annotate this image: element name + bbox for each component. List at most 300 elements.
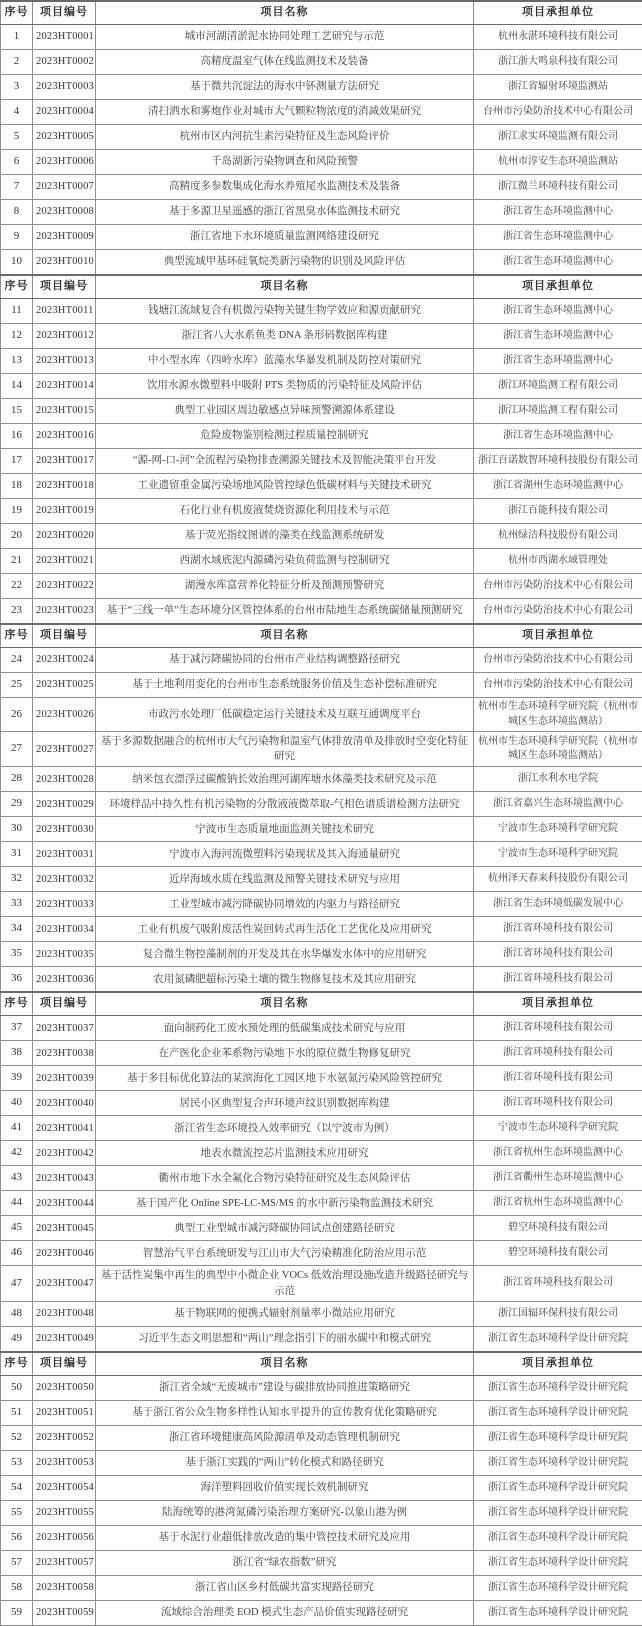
cell-seq: 42	[1, 1141, 33, 1166]
table-row	[1, 1525, 642, 1550]
cell-unit: 台州市污染防治技术中心有限公司	[474, 648, 642, 673]
table-row	[1, 1266, 642, 1301]
cell-name: 典型流域甲基环硅氧烷类新污染物的识别及风险评估	[96, 250, 474, 276]
cell-name: 基于活性炭集中再生的典型中小微企业 VOCs 低效治理设施改造升级路径研究与示范	[96, 1266, 474, 1301]
cell-code: 2023HT0015	[33, 399, 96, 424]
cell-code: 2023HT0004	[33, 100, 96, 125]
cell-code: 2023HT0025	[33, 673, 96, 698]
cell-code: 2023HT0019	[33, 499, 96, 524]
cell-name: 浙江省生态环境投入效率研究（以宁波市为例）	[96, 1116, 474, 1141]
cell-seq: 31	[1, 842, 33, 867]
cell-name: 衢州市地下水全氟化合物污染特征研究及生态风险评估	[96, 1166, 474, 1191]
table-row	[1, 698, 642, 732]
cell-unit: 浙江省环境科技有限公司	[474, 1016, 642, 1041]
cell-unit: 杭州市生态环境科学研究院（杭州市城区生态环境监测站）	[474, 732, 642, 767]
table-row	[1, 648, 642, 673]
cell-seq: 13	[1, 349, 33, 374]
column-header-unit: 项目承担单位	[474, 1, 642, 25]
table-row	[1, 1141, 642, 1166]
column-header-code: 项目编号	[33, 624, 96, 648]
table-row	[1, 967, 642, 993]
cell-code: 2023HT0030	[33, 817, 96, 842]
table-row	[1, 817, 642, 842]
table-row	[1, 349, 642, 374]
cell-name: 基于多源数据融合的杭州市大气污染物和温室气体排放清单及排放时空变化特征研究	[96, 732, 474, 767]
cell-code: 2023HT0011	[33, 299, 96, 324]
cell-unit: 浙江省生态环境科学设计研究院	[474, 1475, 642, 1500]
cell-seq: 6	[1, 150, 33, 175]
table-row	[1, 892, 642, 917]
column-header-name: 项目名称	[96, 624, 474, 648]
cell-unit: 浙江省生态环境科学设计研究院	[474, 1550, 642, 1575]
table-row	[1, 1066, 642, 1091]
cell-seq: 18	[1, 474, 33, 499]
table-row	[1, 75, 642, 100]
cell-code: 2023HT0021	[33, 549, 96, 574]
cell-code: 2023HT0008	[33, 200, 96, 225]
cell-seq: 37	[1, 1016, 33, 1041]
table-row	[1, 499, 642, 524]
cell-unit: 浙江省杭州生态环境监测中心	[474, 1191, 642, 1216]
cell-unit: 浙江省生态环境监测中心	[474, 250, 642, 276]
table-row	[1, 125, 642, 150]
cell-seq: 3	[1, 75, 33, 100]
cell-code: 2023HT0056	[33, 1525, 96, 1550]
cell-name: 纳米包衣漂浮过碳酸钠长效治理河湖库塘水体藻类技术研究及示范	[96, 767, 474, 792]
section-header-row	[1, 275, 642, 299]
cell-name: 工业型城市减污降碳协同增效的内驱力与路径研究	[96, 892, 474, 917]
cell-code: 2023HT0036	[33, 967, 96, 993]
cell-name: “源-网-口-河”全流程污染物排查溯源关键技术及智能决策平台开发	[96, 449, 474, 474]
cell-unit: 浙江省环境科技有限公司	[474, 1041, 642, 1066]
cell-code: 2023HT0017	[33, 449, 96, 474]
cell-name: 中小型水库（四岭水库）蓝藻水华暴发机制及防控对策研究	[96, 349, 474, 374]
cell-unit: 宁波市生态环境科学研究院	[474, 842, 642, 867]
cell-code: 2023HT0003	[33, 75, 96, 100]
cell-unit: 浙江省环境科技有限公司	[474, 1091, 642, 1116]
cell-code: 2023HT0043	[33, 1166, 96, 1191]
cell-unit: 浙江省嘉兴生态环境监测中心	[474, 792, 642, 817]
cell-unit: 台州市污染防治技术中心有限公司	[474, 100, 642, 125]
cell-seq: 1	[1, 25, 33, 50]
table-row	[1, 150, 642, 175]
cell-seq: 29	[1, 792, 33, 817]
cell-code: 2023HT0059	[33, 1600, 96, 1625]
table-row	[1, 1550, 642, 1575]
cell-seq: 24	[1, 648, 33, 673]
cell-seq: 56	[1, 1525, 33, 1550]
cell-name: 基于减污降碳协同的台州市产业结构调整路径研究	[96, 648, 474, 673]
table-row	[1, 200, 642, 225]
cell-unit: 宁波市生态环境科学研究院	[474, 817, 642, 842]
cell-seq: 38	[1, 1041, 33, 1066]
cell-name: 基于微共沉淀法的海水中钚测量方法研究	[96, 75, 474, 100]
cell-code: 2023HT0035	[33, 942, 96, 967]
table-row	[1, 942, 642, 967]
cell-seq: 46	[1, 1241, 33, 1266]
cell-unit: 台州市污染防治技术中心有限公司	[474, 574, 642, 599]
column-header-code: 项目编号	[33, 275, 96, 299]
table-row	[1, 1041, 642, 1066]
cell-seq: 58	[1, 1575, 33, 1600]
cell-unit: 浙江百能科技有限公司	[474, 499, 642, 524]
cell-code: 2023HT0009	[33, 225, 96, 250]
cell-unit: 浙江百诺数智环境科技股份有限公司	[474, 449, 642, 474]
cell-unit: 浙江省生态环境监测中心	[474, 424, 642, 449]
cell-name: 典型工业型城市减污降碳协同试点创建路径研究	[96, 1216, 474, 1241]
cell-seq: 8	[1, 200, 33, 225]
table-row	[1, 1400, 642, 1425]
cell-code: 2023HT0058	[33, 1575, 96, 1600]
cell-code: 2023HT0038	[33, 1041, 96, 1066]
cell-code: 2023HT0042	[33, 1141, 96, 1166]
cell-unit: 浙江省生态环境监测中心	[474, 349, 642, 374]
table-row	[1, 225, 642, 250]
cell-unit: 浙江省生态环境科学设计研究院	[474, 1600, 642, 1625]
cell-name: 杭州市区内河抗生素污染特征及生态风险评价	[96, 125, 474, 150]
cell-seq: 12	[1, 324, 33, 349]
cell-name: 环境样品中持久性有机污染物的分散液液微萃取-气相色谱质谱检测方法研究	[96, 792, 474, 817]
table-row	[1, 673, 642, 698]
table-row	[1, 842, 642, 867]
table-row	[1, 250, 642, 276]
cell-unit: 浙江省环境科技有限公司	[474, 917, 642, 942]
cell-name: 浙江省八大水系鱼类 DNA 条形码数据库构建	[96, 324, 474, 349]
cell-code: 2023HT0023	[33, 599, 96, 625]
cell-seq: 47	[1, 1266, 33, 1301]
cell-unit: 台州市污染防治技术中心有限公司	[474, 599, 642, 625]
cell-name: 宁波市入海河流微塑料污染现状及其入海通量研究	[96, 842, 474, 867]
cell-seq: 26	[1, 698, 33, 732]
cell-name: 千岛湖新污染物调查和风险预警	[96, 150, 474, 175]
cell-code: 2023HT0032	[33, 867, 96, 892]
cell-unit: 浙江省生态环境科学设计研究院	[474, 1450, 642, 1475]
table-row	[1, 599, 642, 625]
cell-unit: 浙江省生态环境科学设计研究院	[474, 1400, 642, 1425]
cell-seq: 9	[1, 225, 33, 250]
cell-unit: 浙江省衢州生态环境监测中心	[474, 1166, 642, 1191]
cell-code: 2023HT0006	[33, 150, 96, 175]
cell-code: 2023HT0033	[33, 892, 96, 917]
cell-unit: 浙江省生态环境科学设计研究院	[474, 1375, 642, 1400]
cell-name: 近岸海域水质在线监测及预警关键技术研究与应用	[96, 867, 474, 892]
cell-code: 2023HT0024	[33, 648, 96, 673]
cell-code: 2023HT0057	[33, 1550, 96, 1575]
cell-code: 2023HT0018	[33, 474, 96, 499]
cell-name: 流域综合治理类 EOD 模式生态产品价值实现路径研究	[96, 1600, 474, 1625]
cell-name: 工业有机废气吸附废活性炭回转式再生活化工艺优化及应用研究	[96, 917, 474, 942]
cell-seq: 15	[1, 399, 33, 424]
column-header-seq: 序号	[1, 624, 33, 648]
cell-seq: 17	[1, 449, 33, 474]
cell-seq: 49	[1, 1326, 33, 1352]
cell-unit: 浙江水利水电学院	[474, 767, 642, 792]
column-header-seq: 序号	[1, 992, 33, 1016]
column-header-code: 项目编号	[33, 1352, 96, 1376]
cell-seq: 53	[1, 1450, 33, 1475]
cell-seq: 32	[1, 867, 33, 892]
cell-unit: 浙江省生态环境科学设计研究院	[474, 1500, 642, 1525]
cell-seq: 22	[1, 574, 33, 599]
table-row	[1, 474, 642, 499]
table-row	[1, 1475, 642, 1500]
cell-code: 2023HT0044	[33, 1191, 96, 1216]
cell-code: 2023HT0040	[33, 1091, 96, 1116]
cell-seq: 20	[1, 524, 33, 549]
cell-unit: 碧空环境科技有限公司	[474, 1241, 642, 1266]
table-row	[1, 574, 642, 599]
cell-name: 基于浙江省公众生物多样性认知水平提升的宣传教育优化策略研究	[96, 1400, 474, 1425]
table-row	[1, 100, 642, 125]
cell-seq: 34	[1, 917, 33, 942]
cell-code: 2023HT0005	[33, 125, 96, 150]
cell-seq: 39	[1, 1066, 33, 1091]
cell-unit: 浙江浙大鸣泉科技有限公司	[474, 50, 642, 75]
cell-seq: 4	[1, 100, 33, 125]
column-header-name: 项目名称	[96, 1, 474, 25]
table-row	[1, 175, 642, 200]
cell-seq: 14	[1, 374, 33, 399]
column-header-unit: 项目承担单位	[474, 1352, 642, 1376]
cell-name: 饮用水源水微塑料中吸附 PTS 类物质的污染特征及风险评估	[96, 374, 474, 399]
cell-unit: 浙江省环境科技有限公司	[474, 942, 642, 967]
cell-name: 基于多源卫星遥感的浙江省黑臭水体监测技术研究	[96, 200, 474, 225]
cell-unit: 浙江省生态环境低碳发展中心	[474, 892, 642, 917]
cell-code: 2023HT0001	[33, 25, 96, 50]
cell-code: 2023HT0026	[33, 698, 96, 732]
cell-seq: 45	[1, 1216, 33, 1241]
cell-name: 智慧治气平台系统研发与江山市大气污染精准化防治应用示范	[96, 1241, 474, 1266]
cell-unit: 浙江省生态环境监测中心	[474, 225, 642, 250]
cell-unit: 杭州永湛环境科技有限公司	[474, 25, 642, 50]
cell-seq: 11	[1, 299, 33, 324]
cell-code: 2023HT0012	[33, 324, 96, 349]
cell-unit: 碧空环境科技有限公司	[474, 1216, 642, 1241]
cell-name: 湖漫水库富营养化特征分析及预测预警研究	[96, 574, 474, 599]
table-row	[1, 1301, 642, 1326]
table-row	[1, 449, 642, 474]
cell-code: 2023HT0002	[33, 50, 96, 75]
cell-seq: 50	[1, 1375, 33, 1400]
cell-name: 浙江省“绿农指数”研究	[96, 1550, 474, 1575]
cell-name: 浙江省环境健康高风险源清单及动态管理机制研究	[96, 1425, 474, 1450]
table-row	[1, 867, 642, 892]
cell-code: 2023HT0050	[33, 1375, 96, 1400]
table-row	[1, 549, 642, 574]
cell-name: 危险废物鉴别检测过程质量控制研究	[96, 424, 474, 449]
projects-table-body	[1, 1, 642, 1625]
cell-unit: 杭州泽天春来科技股份有限公司	[474, 867, 642, 892]
cell-name: 海洋塑料回收价值实现长效机制研究	[96, 1475, 474, 1500]
table-row	[1, 1191, 642, 1216]
cell-name: 基于水泥行业超低排放改造的集中管控技术研究及应用	[96, 1525, 474, 1550]
cell-unit: 浙江求实环境监测有限公司	[474, 125, 642, 150]
cell-name: 面向制药化工废水预处理的低碳集成技术研究与应用	[96, 1016, 474, 1041]
table-row	[1, 399, 642, 424]
cell-code: 2023HT0045	[33, 1216, 96, 1241]
cell-code: 2023HT0013	[33, 349, 96, 374]
cell-name: 基于多目标优化算法的某滨海化工园区地下水氨氮污染风险管控研究	[96, 1066, 474, 1091]
cell-code: 2023HT0014	[33, 374, 96, 399]
column-header-seq: 序号	[1, 1, 33, 25]
table-row	[1, 1016, 642, 1041]
cell-unit: 浙江省生态环境监测中心	[474, 324, 642, 349]
cell-name: 清扫洒水和雾炮作业对城市大气颗粒物浓度的消减效果研究	[96, 100, 474, 125]
table-row	[1, 1216, 642, 1241]
cell-seq: 55	[1, 1500, 33, 1525]
cell-code: 2023HT0052	[33, 1425, 96, 1450]
cell-unit: 杭州市西湖水域管理处	[474, 549, 642, 574]
table-row	[1, 1575, 642, 1600]
cell-code: 2023HT0054	[33, 1475, 96, 1500]
cell-name: 宁波市生态质量地面监测关键技术研究	[96, 817, 474, 842]
cell-seq: 19	[1, 499, 33, 524]
cell-name: 基于土地利用变化的台州市生态系统服务价值及生态补偿标准研究	[96, 673, 474, 698]
cell-code: 2023HT0046	[33, 1241, 96, 1266]
column-header-seq: 序号	[1, 275, 33, 299]
cell-name: 浙江省全域“无废城市”建设与碳排放协同推进策略研究	[96, 1375, 474, 1400]
cell-code: 2023HT0022	[33, 574, 96, 599]
cell-name: 浙江省山区乡村低碳共富实现路径研究	[96, 1575, 474, 1600]
cell-unit: 杭州绿洁科技股份有限公司	[474, 524, 642, 549]
cell-seq: 54	[1, 1475, 33, 1500]
cell-seq: 59	[1, 1600, 33, 1625]
cell-name: 基于国产化 Online SPE-LC-MS/MS 的水中新污染物监测技术研究	[96, 1191, 474, 1216]
cell-name: 居民小区典型复合声环境声纹识别数据库构建	[96, 1091, 474, 1116]
cell-seq: 40	[1, 1091, 33, 1116]
table-row	[1, 299, 642, 324]
cell-seq: 21	[1, 549, 33, 574]
cell-code: 2023HT0016	[33, 424, 96, 449]
cell-code: 2023HT0027	[33, 732, 96, 767]
cell-name: 钱塘江流域复合有机微污染物关键生物学效应和源贡献研究	[96, 299, 474, 324]
cell-seq: 25	[1, 673, 33, 698]
table-row	[1, 524, 642, 549]
table-row	[1, 1450, 642, 1475]
cell-unit: 浙江省生态环境科学设计研究院	[474, 1425, 642, 1450]
cell-code: 2023HT0007	[33, 175, 96, 200]
cell-seq: 41	[1, 1116, 33, 1141]
cell-seq: 44	[1, 1191, 33, 1216]
cell-name: 石化行业有机废液焚烧资源化利用技术与示范	[96, 499, 474, 524]
cell-unit: 浙江省环境科技有限公司	[474, 1066, 642, 1091]
column-header-name: 项目名称	[96, 992, 474, 1016]
cell-seq: 52	[1, 1425, 33, 1450]
column-header-unit: 项目承担单位	[474, 992, 642, 1016]
cell-seq: 30	[1, 817, 33, 842]
cell-unit: 浙江省环境科技有限公司	[474, 967, 642, 993]
cell-code: 2023HT0028	[33, 767, 96, 792]
cell-unit: 浙江环境监测工程有限公司	[474, 374, 642, 399]
table-row	[1, 1166, 642, 1191]
column-header-name: 项目名称	[96, 1352, 474, 1376]
cell-seq: 16	[1, 424, 33, 449]
table-row	[1, 50, 642, 75]
cell-seq: 28	[1, 767, 33, 792]
cell-unit: 浙江省生态环境科学设计研究院	[474, 1326, 642, 1352]
cell-unit: 浙江省湖州生态环境监测中心	[474, 474, 642, 499]
table-row	[1, 1241, 642, 1266]
cell-name: 农用氮磷肥超标污染土壤的微生物修复技术及其应用研究	[96, 967, 474, 993]
cell-code: 2023HT0034	[33, 917, 96, 942]
cell-seq: 5	[1, 125, 33, 150]
column-header-code: 项目编号	[33, 1, 96, 25]
cell-seq: 7	[1, 175, 33, 200]
table-row	[1, 424, 642, 449]
cell-name: 高精度多参数集成化海水养殖尾水监测技术及装备	[96, 175, 474, 200]
table-row	[1, 324, 642, 349]
cell-code: 2023HT0039	[33, 1066, 96, 1091]
cell-seq: 57	[1, 1550, 33, 1575]
cell-code: 2023HT0051	[33, 1400, 96, 1425]
cell-seq: 23	[1, 599, 33, 625]
cell-seq: 33	[1, 892, 33, 917]
cell-seq: 51	[1, 1400, 33, 1425]
table-row	[1, 374, 642, 399]
cell-name: 浙江省地下水环境质量监测网络建设研究	[96, 225, 474, 250]
cell-code: 2023HT0010	[33, 250, 96, 276]
table-row	[1, 1091, 642, 1116]
cell-name: 工业遗留重金属污染场地风险管控绿色低碳材料与关键技术研究	[96, 474, 474, 499]
cell-name: 基于物联网的便携式辐射剂量率小微站应用研究	[96, 1301, 474, 1326]
table-row	[1, 1116, 642, 1141]
cell-name: 基于荧光指纹图谱的藻类在线监测系统研发	[96, 524, 474, 549]
cell-unit: 浙江省生态环境科学设计研究院	[474, 1525, 642, 1550]
cell-name: 市政污水处理厂低碳稳定运行关键技术及互联互通调度平台	[96, 698, 474, 732]
column-header-name: 项目名称	[96, 275, 474, 299]
cell-unit: 浙江微兰环境科技有限公司	[474, 175, 642, 200]
cell-seq: 27	[1, 732, 33, 767]
cell-unit: 浙江国辐环保科技有限公司	[474, 1301, 642, 1326]
cell-name: 地表水微流控芯片监测技术应用研究	[96, 1141, 474, 1166]
cell-code: 2023HT0041	[33, 1116, 96, 1141]
cell-unit: 浙江省生态环境监测中心	[474, 200, 642, 225]
table-row	[1, 1326, 642, 1352]
cell-code: 2023HT0048	[33, 1301, 96, 1326]
cell-unit: 浙江省环境科技有限公司	[474, 1266, 642, 1301]
cell-code: 2023HT0055	[33, 1500, 96, 1525]
cell-code: 2023HT0029	[33, 792, 96, 817]
cell-unit: 浙江省生态环境监测中心	[474, 299, 642, 324]
cell-name: 城市河湖清淤泥水协同处理工艺研究与示范	[96, 25, 474, 50]
table-row	[1, 792, 642, 817]
column-header-unit: 项目承担单位	[474, 275, 642, 299]
cell-unit: 浙江省辐射环境监测站	[474, 75, 642, 100]
cell-name: 基于“三线一单”生态环境分区管控体系的台州市陆地生态系统碳储量预测研究	[96, 599, 474, 625]
cell-code: 2023HT0047	[33, 1266, 96, 1301]
cell-seq: 48	[1, 1301, 33, 1326]
cell-seq: 43	[1, 1166, 33, 1191]
section-header-row	[1, 624, 642, 648]
cell-name: 基于浙江实践的“两山”转化模式和路径研究	[96, 1450, 474, 1475]
cell-code: 2023HT0037	[33, 1016, 96, 1041]
cell-seq: 2	[1, 50, 33, 75]
table-row	[1, 1500, 642, 1525]
cell-name: 陆海统筹的港湾氮磷污染治理方案研究-以象山港为例	[96, 1500, 474, 1525]
cell-name: 典型工业园区周边敏感点异味预警溯源体系建设	[96, 399, 474, 424]
cell-code: 2023HT0020	[33, 524, 96, 549]
cell-unit: 浙江省生态环境科学设计研究院	[474, 1575, 642, 1600]
section-header-row	[1, 992, 642, 1016]
table-row	[1, 1375, 642, 1400]
table-row	[1, 917, 642, 942]
cell-code: 2023HT0031	[33, 842, 96, 867]
section-header-row	[1, 1, 642, 25]
cell-unit: 杭州市淳安生态环境监测站	[474, 150, 642, 175]
cell-code: 2023HT0053	[33, 1450, 96, 1475]
cell-unit: 杭州市生态环境科学研究院（杭州市城区生态环境监测站）	[474, 698, 642, 732]
table-row	[1, 767, 642, 792]
